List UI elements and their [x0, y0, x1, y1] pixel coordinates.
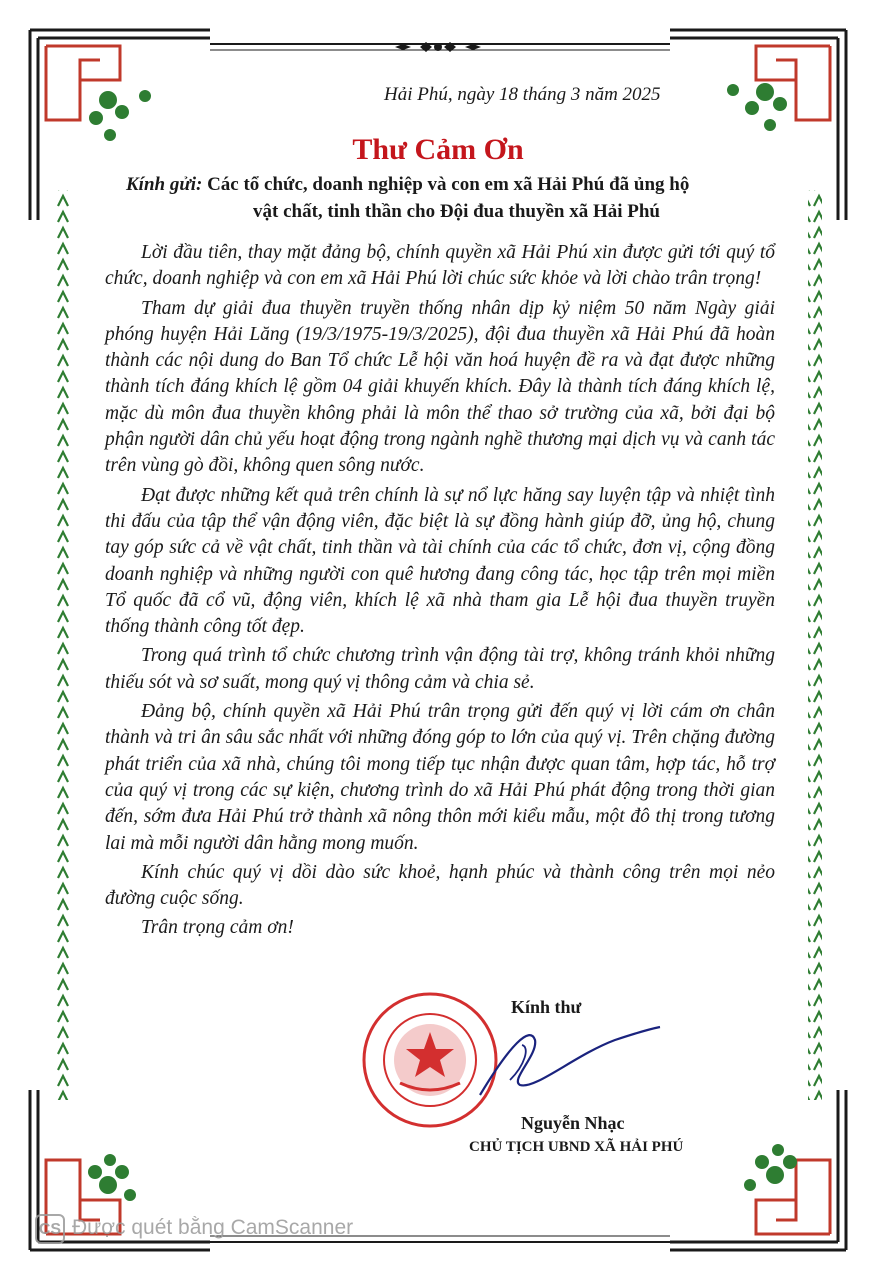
paragraph-apology: Trong quá trình tổ chức chương trình vận động tài trợ, không tránh khỏi những thiếu sót và sơ suất, mong quý vị thông cảm và chia sẻ.	[105, 645, 775, 693]
paragraph-greeting: Lời đầu tiên, thay mặt đảng bộ, chính quyền xã Hải Phú xin được gửi tới quý tổ chức, doanh nghiệp và con em xã Hải Phú lời chúc sức khỏe và lời chào trân trọng!	[105, 242, 775, 290]
recipient-label: Kính gửi:	[126, 174, 203, 195]
paragraph-acknowledgement: Đạt được những kết quả trên chính là sự nổ lực hăng say luyện tập và nhiệt tình thi đấu của tập thể vận động viên, đặc biệt là sự đồng hành giúp đỡ, ủng hộ, chung tay góp sức cả về vật chất, tinh thần và tài chính của các tổ chức, đơn vị, cộng đồng doanh nghiệp và những người con quê hương đang công tác, học tập trên mọi miền Tổ quốc đã cổ vũ, động viên, khích lệ xã nhà tham gia Lễ hội đua thuyền truyền thống thành công tốt đẹp.	[105, 484, 775, 638]
camscanner-logo-icon: CS	[35, 1214, 65, 1244]
letter-title: Thư Cảm Ơn	[352, 133, 524, 166]
signer-position: CHỦ TỊCH UBND XÃ HẢI PHÚ	[469, 1139, 684, 1155]
handwritten-signature	[480, 1027, 660, 1095]
letter-date: Hải Phú, ngày 18 tháng 3 năm 2025	[384, 84, 661, 105]
paragraph-thanks: Trân trọng cảm ơn!	[141, 917, 294, 939]
signer-name: Nguyễn Nhạc	[521, 1113, 625, 1133]
paragraph-wishes: Kính chúc quý vị dồi dào sức khoẻ, hạnh phúc và thành công trên mọi nẻo đường cuộc sống.	[105, 861, 775, 910]
paragraph-gratitude: Đảng bộ, chính quyền xã Hải Phú trân trọng gửi đến quý vị lời cám ơn chân thành và tri ân sâu sắc nhất với những đóng góp to lớn của quý vị. Trên chặng đường phát triển của xã nhà, chúng tôi mong tiếp tục nhận được quan tâm, hợp tác, hỗ trợ của quý vị trong các sự kiện, chương trình do xã Hải Phú phát động trong thời gian đến, sớm đưa Hải Phú trở thành xã nông thôn mới kiểu mẫu, một đô thị trong tương lai mà mỗi người dân hằng mong muốn.	[105, 701, 775, 854]
closing-salutation: Kính thư	[511, 997, 582, 1017]
recipient-line-1: Các tổ chức, doanh nghiệp và con em xã Hải Phú đã ủng hộ	[207, 174, 690, 195]
recipient-line-2: vật chất, tinh thần cho Đội đua thuyền xã Hải Phú	[253, 201, 660, 222]
paragraph-achievement: Tham dự giải đua thuyền truyền thống nhân dịp kỷ niệm 50 năm Ngày giải phóng huyện Hải Lăng (19/3/1975-19/3/2025), đội đua thuyền xã Hải Phú đã hoàn thành các nội dung do Ban Tổ chức Lễ hội văn hoá huyện đề ra và đạt được những thành tích đáng khích lệ gồm 04 giải khuyến khích. Đây là thành tích đáng khích lệ, mặc dù môn đua thuyền không phải là môn thể thao sở trường của xã, bởi đại bộ phận người dân chủ yếu hoạt động trong ngành nghề thương mại dịch vụ và canh tác trên vùng gò đồi, không quen sông nước.	[105, 297, 775, 477]
letter-body	[105, 240, 775, 945]
recipient-block	[126, 171, 786, 225]
scanner-watermark: Được quét bằng CamScanner	[72, 1216, 354, 1239]
